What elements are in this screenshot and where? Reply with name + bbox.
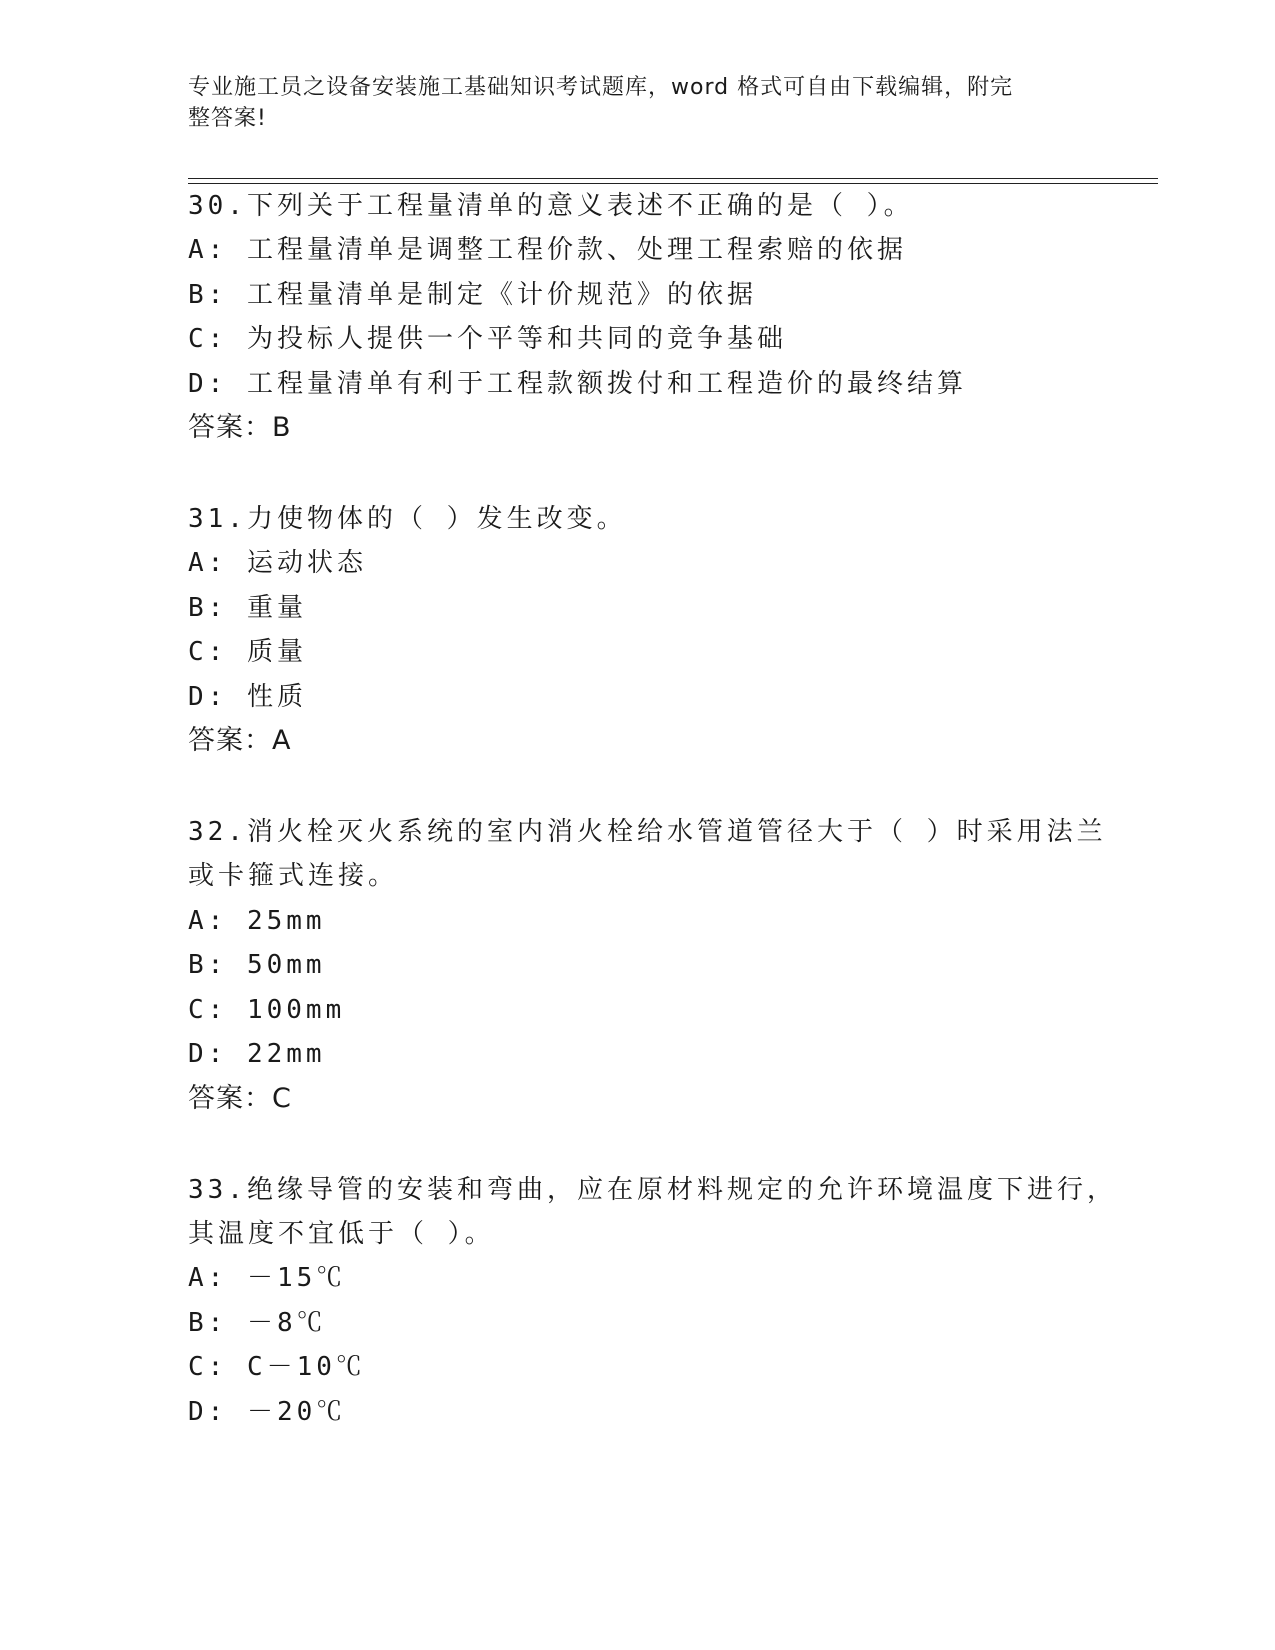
question-32-stem-line-2: 或卡箍式连接。 bbox=[188, 861, 399, 891]
question-30-option-c: C: 为投标人提供一个平等和共同的竞争基础 bbox=[188, 324, 787, 354]
document-header bbox=[188, 72, 1068, 134]
question-33-option-a: A: －15℃ bbox=[188, 1263, 347, 1293]
question-31-option-d: D: 性质 bbox=[188, 682, 307, 712]
question-31-option-b: B: 重量 bbox=[188, 593, 307, 623]
question-30-answer: 答案：B bbox=[188, 412, 292, 443]
question-33-stem-line-2: 其温度不宜低于（ ）。 bbox=[188, 1219, 495, 1249]
question-30-option-d: D: 工程量清单有利于工程款额拨付和工程造价的最终结算 bbox=[188, 369, 967, 399]
question-32-option-c: C: 100mm bbox=[188, 995, 346, 1025]
question-31-option-c: C: 质量 bbox=[188, 637, 307, 667]
question-30-option-a: A: 工程量清单是调整工程价款、处理工程索赔的依据 bbox=[188, 235, 907, 265]
question-33-option-c: C: C－10℃ bbox=[188, 1352, 366, 1382]
question-31-answer: 答案：A bbox=[188, 725, 292, 756]
header-line-1: 专业施工员之设备安装施工基础知识考试题库，word 格式可自由下载编辑，附完 bbox=[188, 75, 1014, 100]
header-line-2: 整答案! bbox=[188, 106, 267, 131]
question-33-option-b: B: －8℃ bbox=[188, 1308, 327, 1338]
question-32-answer: 答案：C bbox=[188, 1083, 292, 1114]
question-31-stem: 31.力使物体的（ ）发生改变。 bbox=[188, 504, 627, 534]
question-32-option-a: A: 25mm bbox=[188, 906, 326, 936]
header-divider-top bbox=[188, 178, 1158, 179]
question-31-option-a: A: 运动状态 bbox=[188, 548, 367, 578]
question-32-stem-line-1: 32.消火栓灭火系统的室内消火栓给水管道管径大于（ ）时采用法兰 bbox=[188, 817, 1107, 847]
question-32-option-b: B: 50mm bbox=[188, 950, 326, 980]
question-30-stem: 30.下列关于工程量清单的意义表述不正确的是（ ）。 bbox=[188, 191, 914, 221]
question-30-option-b: B: 工程量清单是制定《计价规范》的依据 bbox=[188, 280, 757, 310]
header-divider-bottom bbox=[188, 183, 1158, 184]
question-33-option-d: D: －20℃ bbox=[188, 1397, 347, 1427]
question-33-stem-line-1: 33.绝缘导管的安装和弯曲，应在原材料规定的允许环境温度下进行， bbox=[188, 1175, 1117, 1205]
question-32-option-d: D: 22mm bbox=[188, 1039, 326, 1069]
